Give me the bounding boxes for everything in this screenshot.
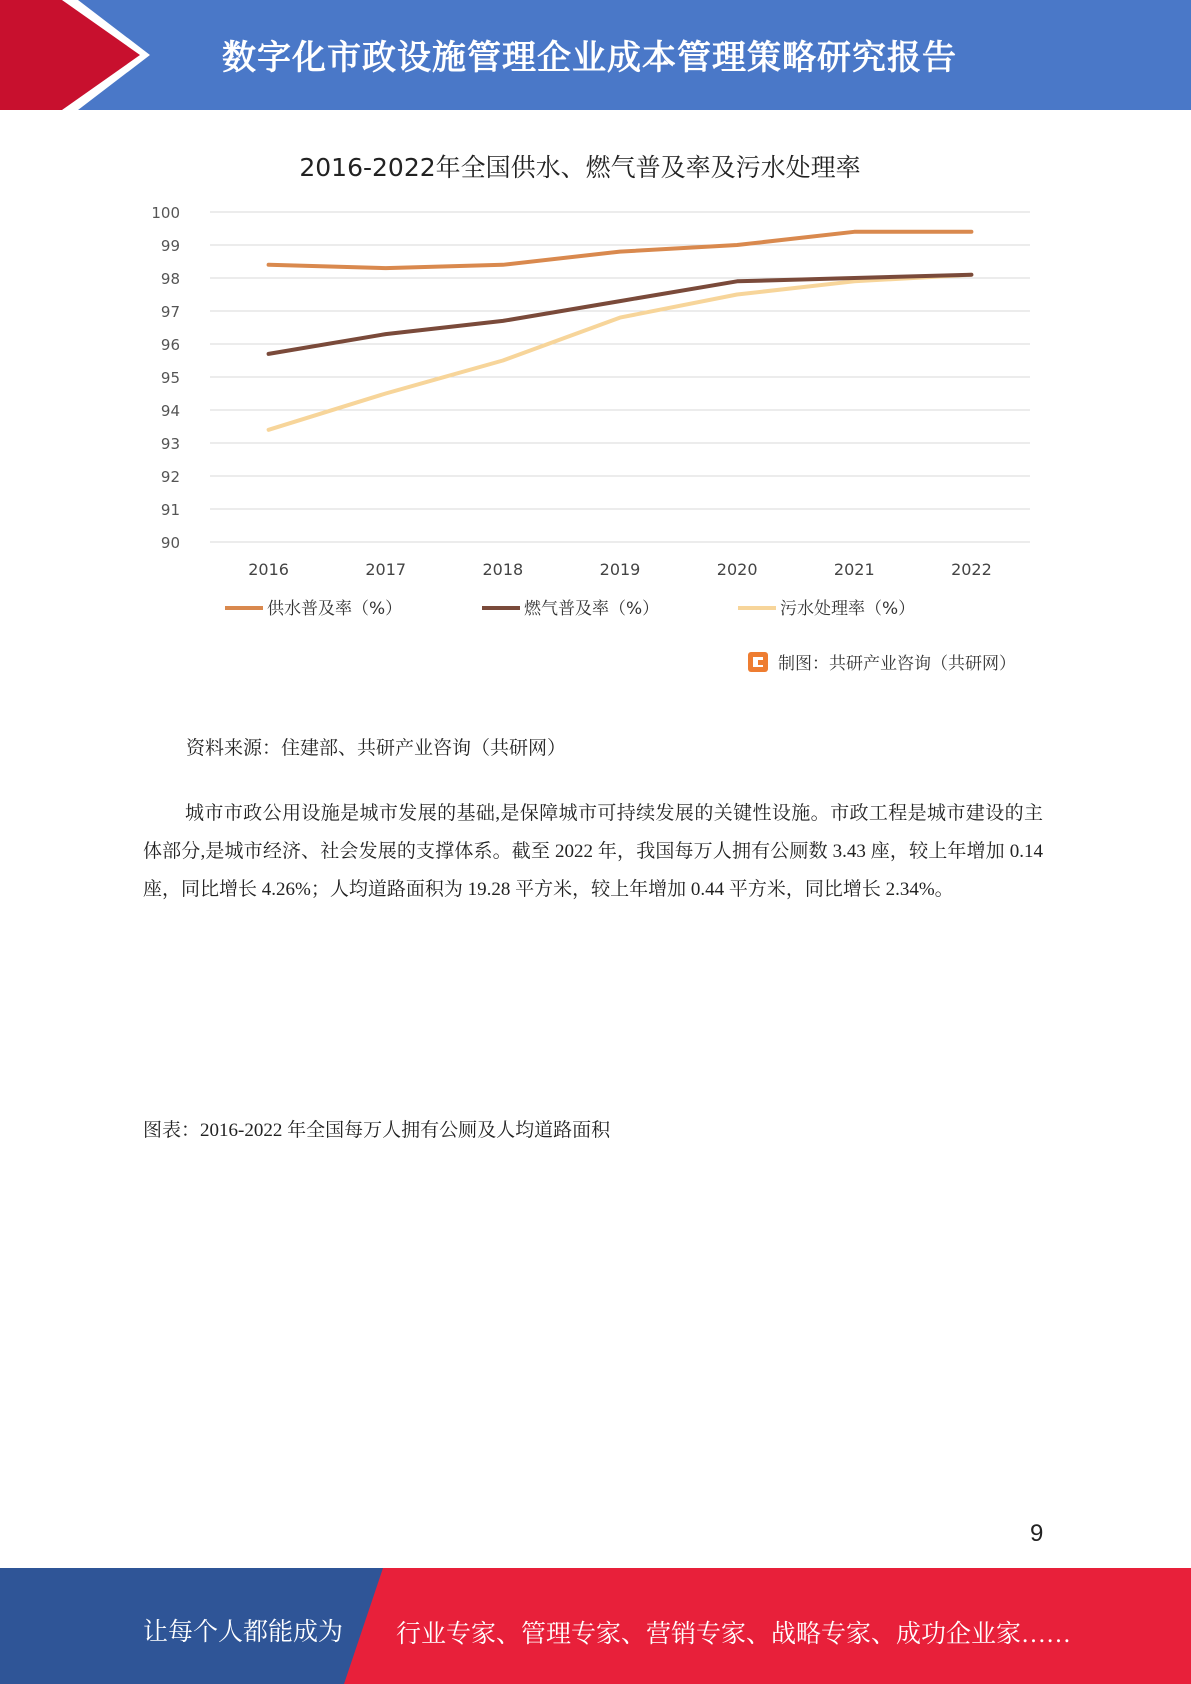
body-paragraph: 城市市政公用设施是城市发展的基础,是保障城市可持续发展的关键性设施。市政工程是城市建设的主体部分,是城市经济、社会发展的支撑体系。截至 2022 年，我国每万人拥有公厕数 3.43 座，较上年增加 0.14 座，同比增长 4.26%；人均道路面积为 19.28 平方米，较上年增加 0.44 平方米，同比增长 2.34%。 bbox=[143, 803, 1043, 900]
y-tick-label: 97 bbox=[160, 303, 180, 321]
source-note: 资料来源：住建部、共研产业咨询（共研网） bbox=[186, 738, 567, 759]
x-tick-label: 2019 bbox=[599, 560, 641, 579]
chart-credit bbox=[748, 652, 1016, 674]
x-tick-label: 2018 bbox=[482, 560, 524, 579]
chevron-arrow-icon bbox=[0, 0, 160, 110]
x-tick-label: 2021 bbox=[833, 560, 875, 579]
x-tick-label: 2022 bbox=[951, 560, 992, 579]
legend-label: 供水普及率（%） bbox=[267, 599, 403, 619]
y-tick-label: 94 bbox=[160, 402, 180, 420]
figure-caption: 图表：2016-2022 年全国每万人拥有公厕及人均道路面积 bbox=[143, 1120, 611, 1141]
footer-roles: 行业专家、管理专家、营销专家、战略专家、成功企业家…… bbox=[396, 1621, 1072, 1648]
x-tick-label: 2017 bbox=[365, 560, 407, 579]
report-title: 数字化市政设施管理企业成本管理策略研究报告 bbox=[222, 38, 957, 78]
y-tick-label: 100 bbox=[151, 204, 180, 222]
y-tick-label: 98 bbox=[160, 270, 180, 288]
y-tick-label: 90 bbox=[160, 534, 180, 552]
x-tick-label: 2016 bbox=[248, 560, 289, 579]
y-tick-label: 96 bbox=[160, 336, 180, 354]
page-number: 9 bbox=[1030, 1520, 1044, 1547]
y-tick-label: 99 bbox=[160, 237, 180, 255]
legend-label: 污水处理率（%） bbox=[780, 599, 916, 619]
y-tick-label: 91 bbox=[160, 501, 180, 519]
line-chart bbox=[130, 132, 1050, 692]
y-tick-label: 93 bbox=[160, 435, 180, 453]
series-line-2 bbox=[269, 275, 972, 430]
chart-title: 2016-2022年全国供水、燃气普及率及污水处理率 bbox=[299, 153, 861, 182]
chart-credit-text: 制图：共研产业咨询（共研网） bbox=[778, 654, 1016, 674]
y-tick-label: 92 bbox=[160, 468, 180, 486]
legend-label: 燃气普及率（%） bbox=[524, 599, 660, 619]
x-tick-label: 2020 bbox=[716, 560, 758, 579]
footer-tagline: 让每个人都能成为 bbox=[143, 1619, 344, 1646]
y-tick-label: 95 bbox=[160, 369, 180, 387]
header-banner bbox=[0, 0, 1191, 110]
chart-canvas bbox=[130, 132, 1050, 692]
series-line-0 bbox=[269, 232, 972, 268]
series-line-1 bbox=[269, 275, 972, 354]
